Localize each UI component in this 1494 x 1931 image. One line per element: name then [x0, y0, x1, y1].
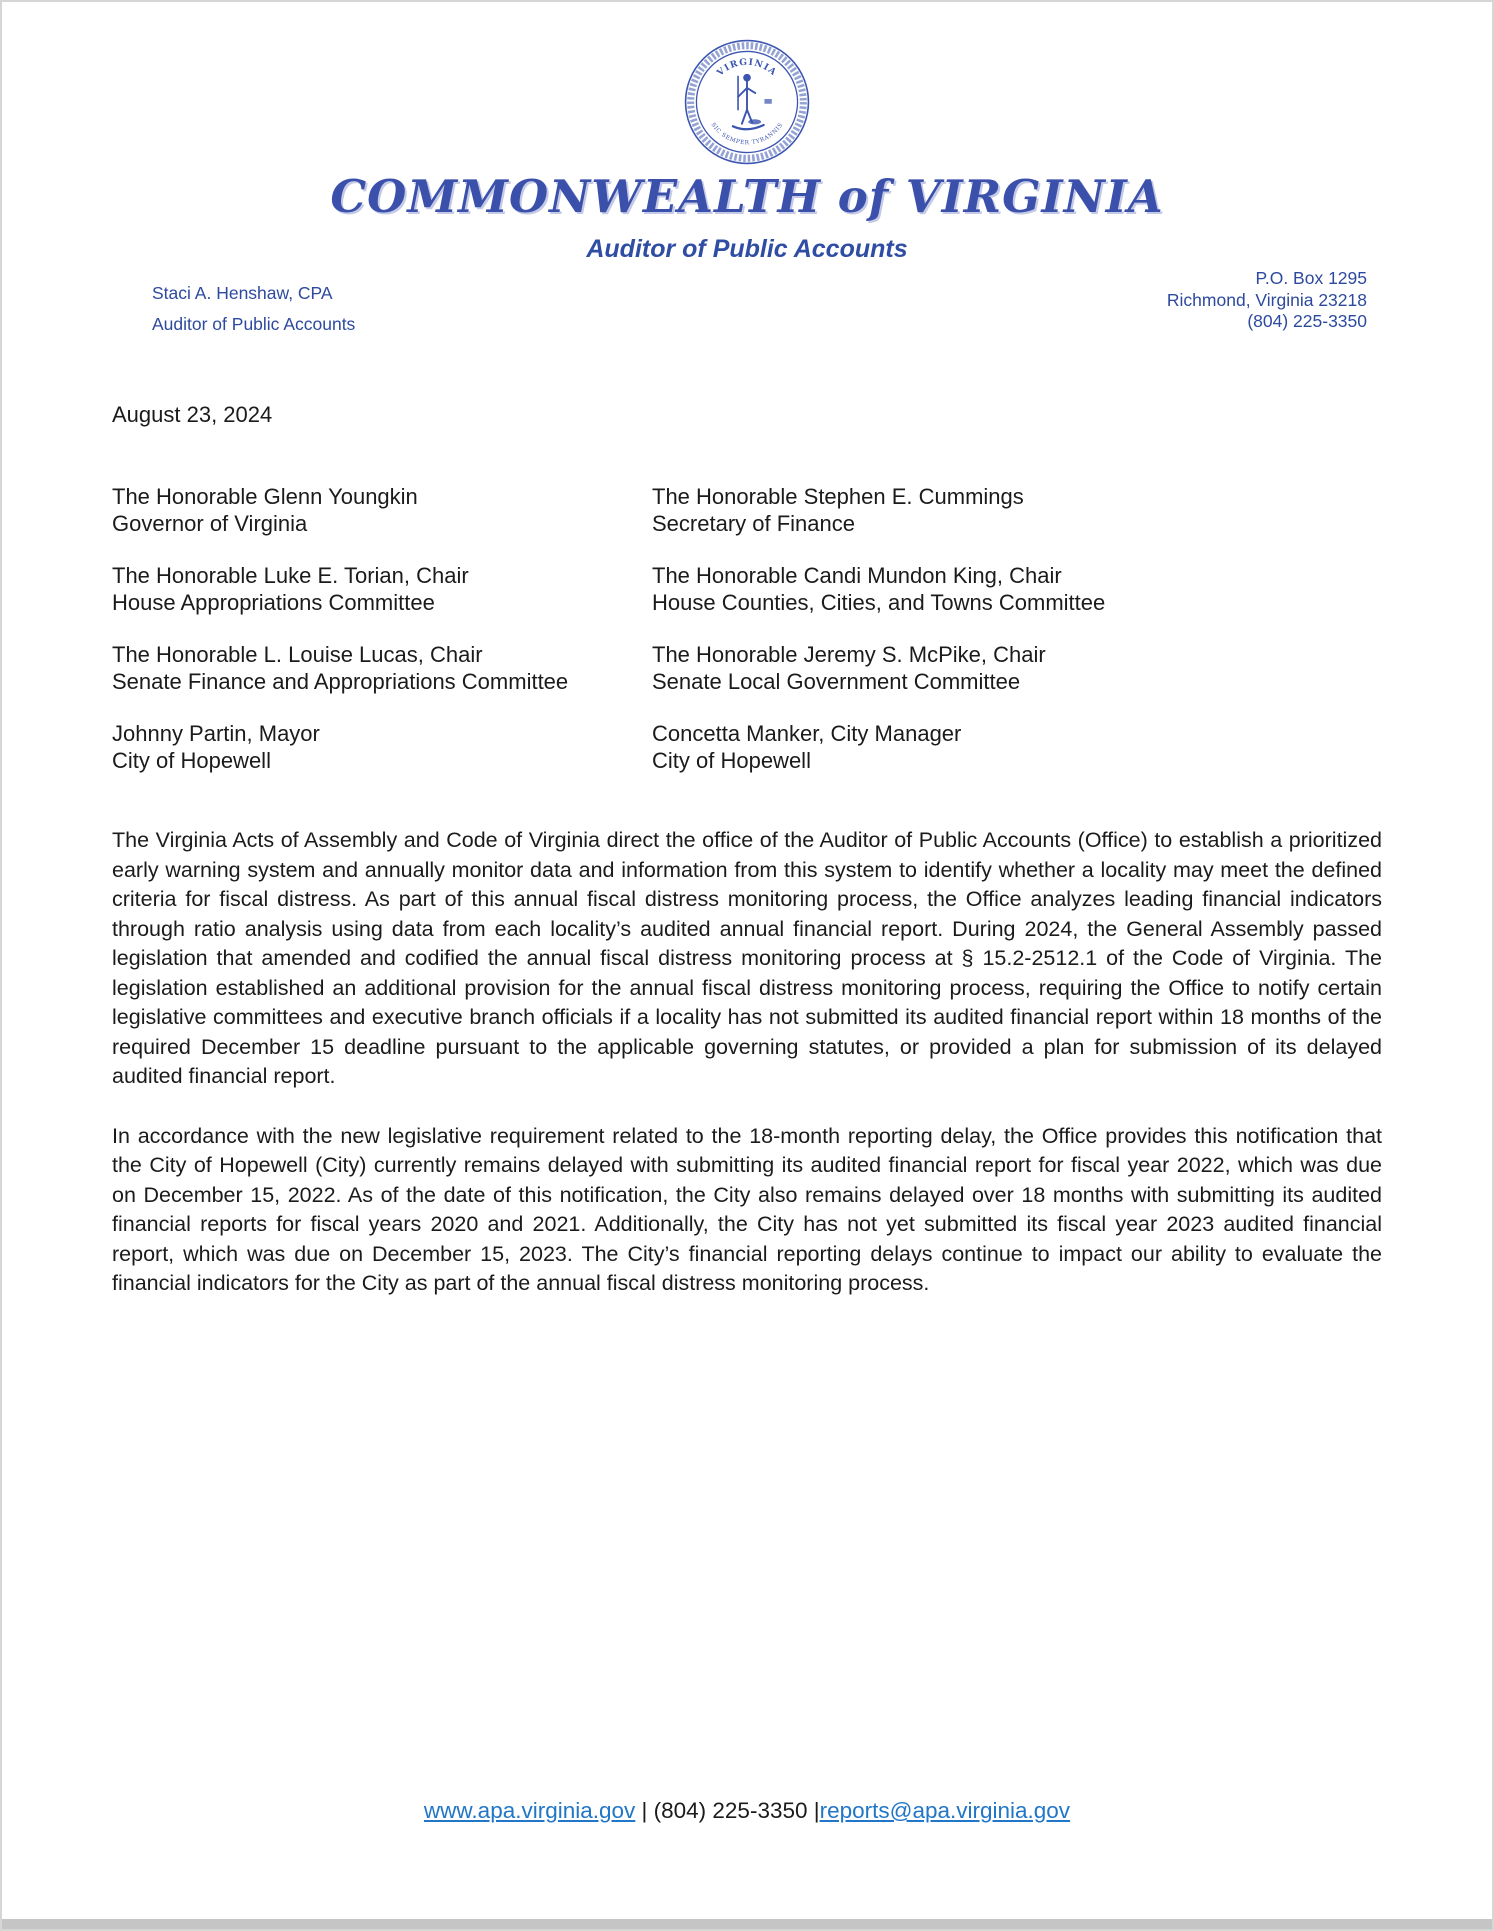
footer-email-link[interactable]: reports@apa.virginia.gov	[819, 1798, 1071, 1823]
address-po-box: P.O. Box 1295	[1255, 268, 1367, 288]
footer-contact-line	[2, 1798, 1492, 1824]
recipient-block	[652, 563, 1382, 616]
letter-body	[112, 826, 1382, 1299]
recipient-name: The Honorable L. Louise Lucas, Chair	[112, 642, 483, 667]
recipient-title: Governor of Virginia	[112, 510, 308, 536]
recipient-title: Secretary of Finance	[652, 510, 855, 536]
recipient-title: Senate Local Government Committee	[652, 668, 1021, 694]
recipient-name: Johnny Partin, Mayor	[112, 721, 320, 746]
seal-motto-text: SIC SEMPER TYRANNIS	[709, 122, 785, 147]
address-phone: (804) 225-3350	[1247, 311, 1367, 331]
footer-phone-text: | (804) 225-3350 |	[635, 1798, 820, 1823]
recipient-name: Concetta Manker, City Manager	[652, 721, 962, 746]
recipient-block	[112, 721, 652, 774]
recipient-block	[112, 563, 652, 616]
recipient-block	[652, 642, 1382, 695]
recipient-block	[652, 484, 1382, 537]
agency-subtitle: Auditor of Public Accounts	[586, 235, 908, 263]
recipient-block	[112, 642, 652, 695]
recipient-name: The Honorable Jeremy S. McPike, Chair	[652, 642, 1046, 667]
footer-website-link[interactable]: www.apa.virginia.gov	[423, 1798, 636, 1823]
recipient-name: The Honorable Candi Mundon King, Chair	[652, 563, 1062, 588]
recipient-block	[652, 721, 1382, 774]
letter-date: August 23, 2024	[112, 402, 273, 427]
recipient-name: The Honorable Glenn Youngkin	[112, 484, 418, 509]
official-title: Auditor of Public Accounts	[152, 314, 356, 334]
recipient-title: City of Hopewell	[652, 747, 811, 773]
recipients-list	[112, 484, 1382, 774]
seal-label-text: VIRGINIA	[715, 57, 779, 79]
body-paragraph-1: The Virginia Acts of Assembly and Code of Virginia direct the office of the Auditor of Public Accounts (Office) to establish a prioritized early warning system and annually monitor data and information from this system to identify whether a locality may meet the defined criteria for fiscal distress. As part of this annual fiscal distress monitoring process, the Office analyzes leading financial indicators through ratio analysis using data from each locality’s audited annual financial report. During 2024, the General Assembly passed legislation that amended and codified the annual fiscal distress monitoring process at § 15.2-2512.1 of the Code of Virginia. The legislation established an additional provision for the annual fiscal distress monitoring process, requiring the Office to notify certain legislative committees and executive branch officials if a locality has not submitted its audited financial report within 18 months of the required December 15 deadline pursuant to the applicable governing statutes, or provided a plan for submission of its delayed audited financial report.	[112, 828, 1382, 1088]
recipient-title: City of Hopewell	[112, 747, 271, 773]
letterhead-official-block	[152, 278, 355, 340]
recipient-title: Senate Finance and Appropriations Committee	[112, 668, 569, 694]
address-city: Richmond, Virginia 23218	[1166, 289, 1367, 310]
commonwealth-title: COMMONWEALTH of VIRGINIA	[330, 170, 1164, 223]
recipient-title: House Appropriations Committee	[112, 589, 435, 615]
recipient-block	[112, 484, 652, 537]
recipient-name: The Honorable Stephen E. Cummings	[652, 484, 1024, 509]
bottom-gray-strip	[2, 1919, 1492, 1929]
letterhead-address-block	[1167, 268, 1367, 333]
recipient-title: House Counties, Cities, and Towns Committee	[652, 589, 1106, 615]
recipient-name: The Honorable Luke E. Torian, Chair	[112, 563, 469, 588]
virginia-state-seal-icon	[2, 2, 1492, 166]
body-paragraph-2: In accordance with the new legislative requirement related to the 18-month reporting delay, the Office provides this notification that the City of Hopewell (City) currently remains delayed with submitting its audited financial report for fiscal year 2022, which was due on December 15, 2022. As of the date of this notification, the City also remains delayed over 18 months with submitting its audited financial reports for fiscal years 2020 and 2021. Additionally, the City has not yet submitted its fiscal year 2023 audited financial report, which was due on December 15, 2023. The City’s financial reporting delays continue to impact our ability to evaluate the financial indicators for the City as part of the annual fiscal distress monitoring process.	[112, 1123, 1382, 1295]
official-name: Staci A. Henshaw, CPA	[152, 283, 333, 303]
svg-text:SIC SEMPER TYRANNIS	[709, 122, 784, 146]
